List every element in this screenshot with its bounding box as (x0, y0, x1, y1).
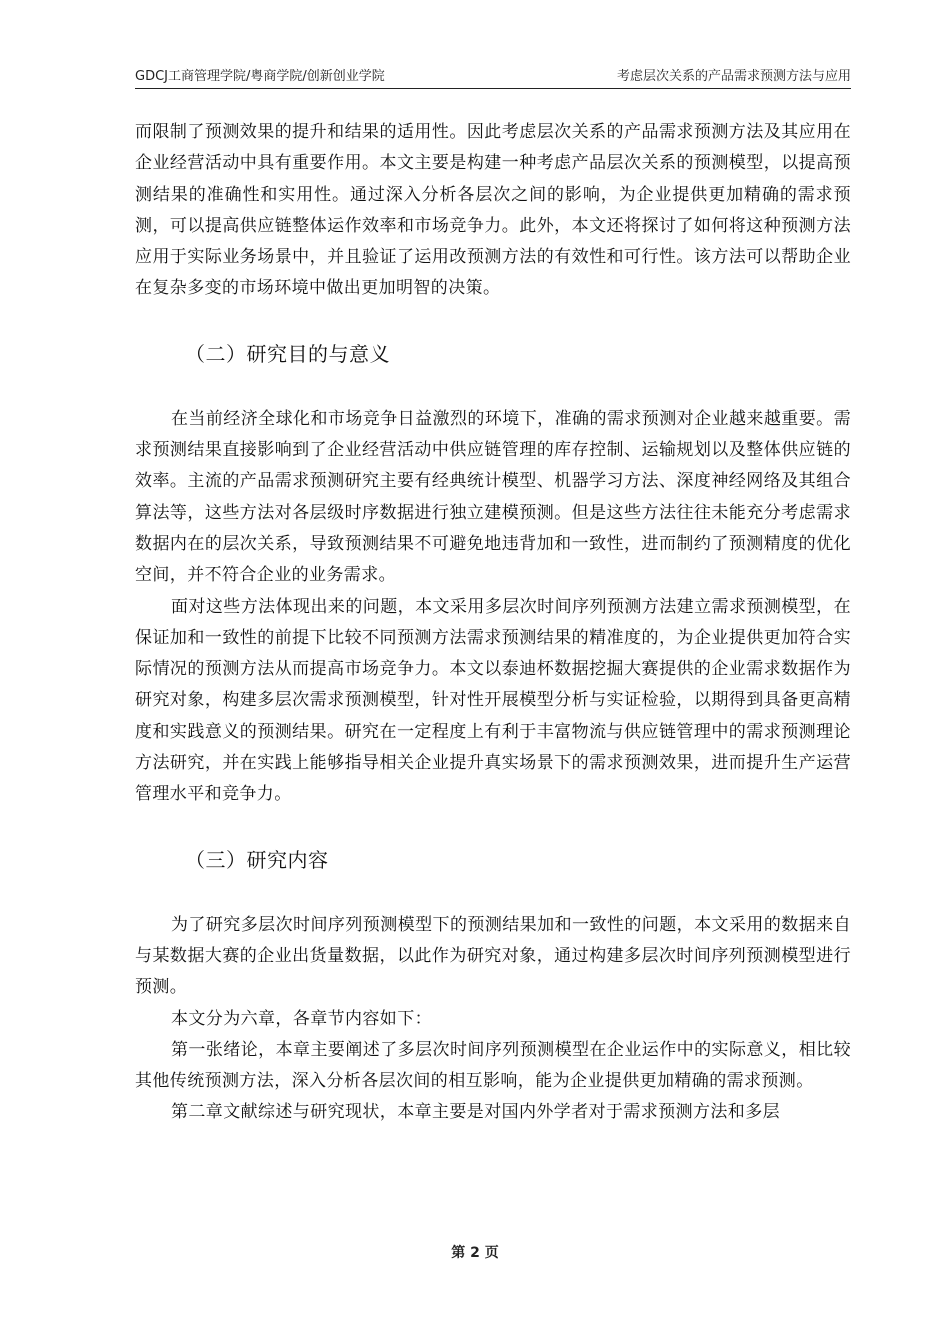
body-paragraph: 本文分为六章，各章节内容如下： (171, 1008, 432, 1029)
body-paragraph: 在当前经济全球化和市场竞争日益激烈的环境下，准确的需求预测对企业越来越重要。需求预测结果直接影响到了企业经营活动中供应链管理的库存控制、运输规划以及整体供应链的效率。主流的产品需求预测研究主要有经典统计模型、机器学习方法、深度神经网络及其组合算法等，这些方法对各层级时序数据进行独立建模预测。但是这些方法往往未能充分考虑需求数据内在的层次关系，导致预测结果不可避免地违背加和一致性，进而制约了预测精度的优化空间，并不符合企业的业务需求。 (135, 408, 851, 586)
body-paragraph-continued: 而限制了预测效果的提升和结果的适用性。因此考虑层次关系的产品需求预测方法及其应用在企业经营活动中具有重要作用。本文主要是构建一种考虑产品层次关系的预测模型，以提高预测结果的准确性和实用性。通过深入分析各层次之间的影响，为企业提供更加精确的需求预测，可以提高供应链整体运作效率和市场竞争力。此外，本文还将探讨了如何将这种预测方法应用于实际业务场景中，并且验证了运用改预测方法的有效性和可行性。该方法可以帮助企业在复杂多变的市场环境中做出更加明智的决策。 (135, 122, 851, 299)
section-heading-content: （三）研究内容 (185, 847, 329, 872)
header-institution: GDCJ工商管理学院/粤商学院/创新创业学院 (135, 69, 385, 84)
body-paragraph: 第二章文献综述与研究现状，本章主要是对国内外学者对于需求预测方法和多层 (171, 1102, 780, 1123)
page-header (135, 66, 851, 89)
body-paragraph: 为了研究多层次时间序列预测模型下的预测结果加和一致性的问题，本文采用的数据来自与某数据大赛的企业出货量数据，以此作为研究对象，通过构建多层次时间序列预测模型进行预测。 (135, 914, 851, 998)
header-paper-title: 考虑层次关系的产品需求预测方法与应用 (616, 69, 851, 84)
body-paragraph: 面对这些方法体现出来的问题，本文采用多层次时间序列预测方法建立需求预测模型，在保证加和一致性的前提下比较不同预测方法需求预测结果的精准度的，为企业提供更加符合实际情况的预测方法从而提高市场竞争力。本文以泰迪杯数据挖掘大赛提供的企业需求数据作为研究对象，构建多层次需求预测模型，针对性开展模型分析与实证检验，以期得到具备更高精度和实践意义的预测结果。研究在一定程度上有利于丰富物流与供应链管理中的需求预测理论方法研究，并在实践上能够指导相关企业提升真实场景下的需求预测效果，进而提升生产运营管理水平和竞争力。 (135, 596, 851, 805)
section-heading-purpose: （二）研究目的与意义 (185, 341, 390, 366)
body-paragraph: 第一张绪论，本章主要阐述了多层次时间序列预测模型在企业运作中的实际意义，相比较其他传统预测方法，深入分析各层次间的相互影响，能为企业提供更加精确的需求预测。 (135, 1039, 851, 1092)
page-number: 第 2 页 (451, 1245, 499, 1261)
page-body (135, 117, 851, 1129)
